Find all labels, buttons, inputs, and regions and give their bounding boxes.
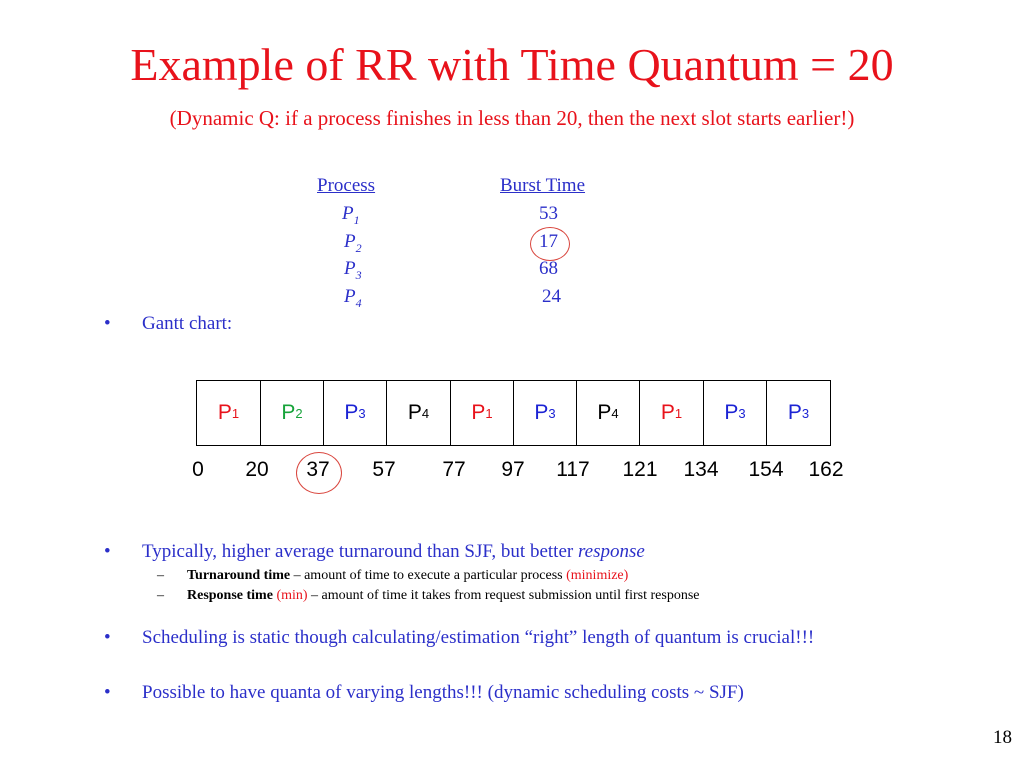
bullet-scheduling-static: • Scheduling is static though calculating/estimation “right” length of quantum is crucial!!! [104,627,815,648]
gantt-slot: P 1 [640,381,704,445]
gantt-tick-label: 0 [192,458,204,481]
gantt-tick-label: 154 [748,458,784,481]
gantt-slot: P 1 [197,381,261,445]
gantt-chart [196,380,831,446]
gantt-tick-label: 134 [683,458,719,481]
gantt-tick-label: 97 [501,458,525,481]
subbullet-turnaround-time: – Turnaround time – amount of time to execute a particular process (minimize) [157,568,629,583]
slide-subtitle: (Dynamic Q: if a process finishes in less than 20, then the next slot starts earlier!) [169,106,855,130]
gantt-slot: P 4 [577,381,640,445]
gantt-slot: P 4 [387,381,451,445]
gantt-tick-label: 57 [372,458,396,481]
table-header-process: Process [317,175,376,196]
table-row-process: $P_3$ [344,258,362,282]
slide-title: Example of RR with Time Quantum = 20 [130,39,894,90]
table-row-process: $P_2$ [344,231,362,255]
gantt-slot: P 3 [787,401,810,424]
table-header-burst-time: Burst Time [500,175,586,196]
bullet-dot: • [104,313,111,334]
gantt-slot: P 3 [514,381,577,445]
bullet-dot: • [104,682,111,703]
gantt-slot: P 3 [324,381,387,445]
table-row-process: $P_1$ [342,203,360,227]
table-row-burst: 68 [539,258,558,279]
bullet-dot: • [104,627,111,648]
subbullet-dash: – [157,568,164,583]
gantt-tick-label: 162 [808,458,844,481]
table-row-burst: 24 [542,286,561,307]
gantt-tick-label: 121 [622,458,658,481]
gantt-slot: P 3 [704,381,767,445]
subbullet-response-time: – Response time (min) – amount of time it takes from request submission until first response [157,588,700,603]
bullet-gantt-label: • Gantt chart: [104,313,233,334]
table-row-burst: 17 [539,231,558,252]
highlight-circle-burst [530,227,570,261]
bullet-varying-quanta: • Possible to have quanta of varying lengths!!! (dynamic scheduling costs ~ SJF) [104,682,744,703]
gantt-slot: P 2 [261,381,324,445]
gantt-tick-label: 20 [245,458,269,481]
page-number: 18 [993,727,1012,748]
gantt-slot: P 1 [451,381,514,445]
subbullet-dash: – [157,588,164,603]
table-row-burst: 53 [539,203,558,224]
gantt-tick-label: 37 [306,458,330,481]
bullet-turnaround: • Typically, higher average turnaround than SJF, but better response [104,541,645,562]
bullet-dot: • [104,541,111,562]
gantt-tick-label: 117 [556,458,590,481]
gantt-tick-label: 77 [442,458,466,481]
highlight-circle-tick [296,452,342,494]
table-row-process: $P_4$ [344,286,362,310]
